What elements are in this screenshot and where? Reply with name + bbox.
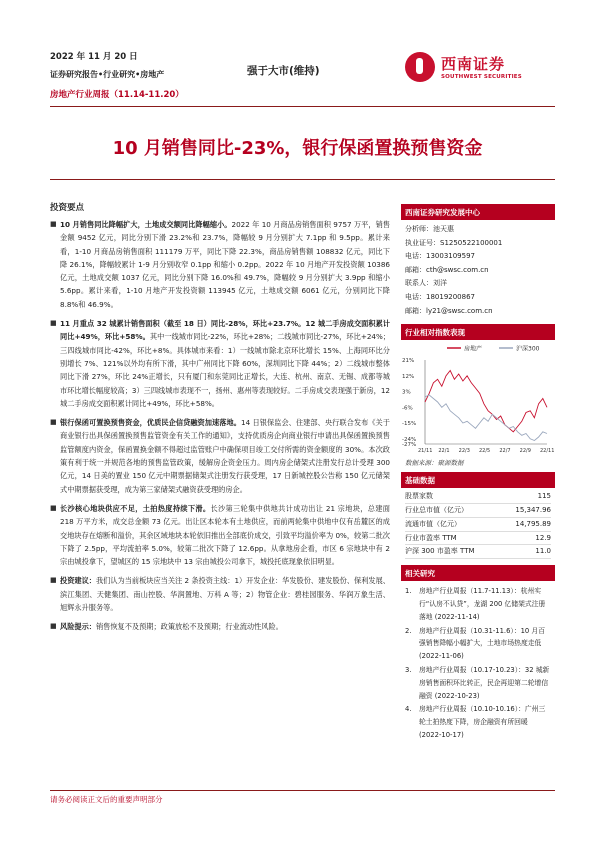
paragraph: [50, 502, 390, 568]
row-label: 流通市值（亿元）: [405, 519, 461, 528]
weekly-title: 房地产行业周报（11.14-11.20）: [50, 90, 184, 100]
bullet-icon: ■: [50, 418, 57, 427]
analyst-line: 电话：13003109597: [405, 252, 475, 261]
list-item[interactable]: [405, 585, 551, 623]
paragraph: [50, 218, 390, 311]
table-row: [405, 504, 551, 518]
paragraph-body: 销售恢复不及预期；政策放松不及预期；行业流动性风险。: [95, 622, 283, 632]
row-value: 115: [537, 492, 551, 501]
bullet-icon: ■: [50, 319, 57, 328]
y-tick-label: 12%: [402, 373, 415, 380]
row-label: 行业总市值（亿元）: [405, 505, 468, 514]
company-logo: [405, 50, 555, 92]
row-label: 股票家数: [405, 492, 433, 501]
paragraph: [50, 416, 390, 496]
relative-index-chart: [401, 340, 555, 460]
table-row: [405, 518, 551, 532]
series-line: [425, 395, 547, 441]
chart-source: 数据来源：聚源数据: [405, 459, 464, 468]
x-tick-label: 22/9: [519, 448, 531, 455]
row-value: 11.0: [535, 547, 551, 556]
table-row: [405, 490, 551, 504]
chart-container: [401, 340, 555, 472]
analyst-line: 联系人：刘洋: [405, 279, 447, 288]
list-item[interactable]: [405, 625, 551, 663]
basic-data-title: 基础数据: [401, 472, 555, 488]
bullet-icon: ■: [50, 220, 57, 228]
y-tick-label: -27%: [402, 442, 417, 449]
item-text: 房地产行业周报（11.7-11.13）：杭州实行“认房不认贷”，龙湖 200 亿储架式注册落地 (2022-11-14): [419, 587, 546, 621]
row-label: 行业市盈率 TTM: [405, 533, 457, 542]
footer-disclaimer: 请务必阅读正文后的重要声明部分: [50, 795, 163, 804]
section-heading: 投资要点: [50, 203, 85, 213]
paragraph: [50, 317, 390, 410]
table-row: [405, 532, 551, 546]
paragraph-lead: 11 月重点 32 城累计销售面积（截至 18 日）同比-28%，环比+23.7%。12 城二手房成交面积累计同比+49%，环比+58%。: [60, 319, 390, 342]
list-item[interactable]: [405, 703, 551, 741]
paragraph-lead: 长沙核心地块供应不足，土拍热度持续下滑。: [60, 503, 211, 513]
paragraph-body: 长沙第三轮集中供地共计成功出让 21 宗地块，总建面 218 万平方米，成交总金额 73 亿元。出让区本轮本有土地供应，而前两轮集中供地中仅有岳麓区的成交地块存在熔断和溢价，其余区域地块本轮依旧推出全部底价成交，引致平均溢价率为 0%，较第二批次下降了 2.5pp，平均流拍率 5.0%，较第二批次下降了 12.6pp。从拿地房企看，市区 6 宗地块中有 2 宗由城投拿下，望城区的 15 宗地块中 13 宗由城投公司拿下，城投托底现象依旧明显。: [60, 503, 390, 567]
paragraph-lead: 10 月销售同比降幅扩大，土地成交额同比降幅缩小。: [60, 220, 232, 229]
item-text: 房地产行业周报（10.10-10.16）：广州三轮土拍热度下降，房企融资有所回暖 (2022-10-17): [419, 705, 546, 739]
rating: 强于大市(维持): [247, 65, 320, 77]
row-value: 15,347.96: [515, 505, 551, 514]
y-tick-label: -24%: [402, 436, 417, 443]
title-divider: [50, 179, 555, 180]
y-tick-label: 3%: [402, 389, 411, 396]
analyst-line: 邮箱：ly21@swsc.com.cn: [405, 306, 493, 315]
paragraph-lead: 银行保函可置换预售资金，优质民企信贷融资加速落地。: [60, 418, 241, 428]
x-tick-label: 22/5: [479, 448, 491, 455]
y-tick-label: -15%: [402, 421, 417, 428]
logo-emblem-icon: [405, 52, 435, 82]
team-title: 西南证券研究发展中心: [401, 204, 555, 220]
main-content: [50, 218, 390, 640]
paragraph-body: 其中一线城市同比-22%，环比+28%；二线城市同比-27%，环比+24%；三四线城市同比-42%，环比+8%。具体城市来看：1）一线城市除北京环比增长 15%、上海同环比分别增长 7%、121%以外均有所下滑，其中广州同比下降 60%，深圳同比下降 44%；2）二线城市整体同比下滑 27%，环比 24%正增长，只有厦门和东莞同比正增长，大连、杭州、南京、无锡、成都等城市环比增长幅度较高；3）三四线城市表现不一，扬州、惠州等表现较好。二手房成交表现强于新房，12 城二手房成交面积累计同比+49%，环比+58%。: [60, 332, 391, 408]
item-text: 房地产行业周报（10.31-11.6）：10 月百强销售降幅小幅扩大，土地市场热度走低 (2022-11-06): [419, 626, 546, 661]
y-tick-label: -6%: [402, 405, 413, 412]
related-research-title: 相关研究: [401, 565, 555, 581]
paragraph-body: 14 日银保监会、住建部、央行联合发布《关于商业银行出具保函置换预售监管资金有关工作的通知》，支持优质房企向商业银行申请出具保函置换预售监管额度内资金，保函置换金额不得超过监管账户中确保项目竣工交付所需的资金额度的 30%。本次政策有利于统一并规范各地的预售监管政策，缓解房企资金压力。周内房企储架式注册发行总计受理 300 亿元，14 日美的置业 150 亿元中期票据储架式注册发行获受理，17 日新城控股公告称 150 亿元储架式中期票据获受理，成为第三家储架式融资获受理的房企。: [60, 418, 390, 494]
analyst-line: 分析师：池天惠: [405, 225, 454, 233]
x-tick-label: 21/11: [418, 448, 433, 455]
analyst-line: 邮箱：cth@swsc.com.cn: [405, 265, 489, 274]
x-tick-label: 22/3: [458, 448, 470, 455]
paragraph: [50, 574, 390, 614]
row-label: 沪深 300 市盈率 TTM: [405, 547, 475, 556]
item-number: 4.: [405, 705, 412, 714]
logo-en-text: SOUTHWEST SECURITIES: [441, 74, 522, 80]
legend-label: 房地产: [464, 345, 483, 353]
logo-cn-text: 西南证券: [441, 55, 506, 73]
series-line: [425, 371, 547, 432]
x-tick-label: 22/11: [540, 448, 555, 455]
paragraph: [50, 620, 390, 633]
analyst-info: [401, 220, 555, 324]
bullet-icon: ■: [50, 503, 57, 512]
bullet-icon: ■: [50, 622, 57, 631]
footer-divider: [50, 790, 555, 791]
item-number: 2.: [405, 626, 412, 635]
x-tick-label: 22/1: [438, 448, 450, 455]
analyst-line: 电话：18019200867: [405, 292, 475, 301]
report-type: 证券研究报告•行业研究•房地产: [50, 70, 165, 79]
header-divider: [50, 106, 555, 107]
row-value: 12.9: [535, 533, 551, 542]
row-value: 14,795.89: [515, 519, 551, 528]
table-row: [405, 545, 551, 559]
legend-label: 沪深300: [516, 345, 540, 353]
item-text: 房地产行业周报（10.17-10.23）：32 城新房销售面积环比转正，民企再迎第二轮增信融资 (2022-10-23): [419, 665, 550, 700]
x-tick-label: 22/7: [499, 448, 511, 455]
list-item[interactable]: [405, 664, 551, 702]
report-date: 2022 年 11 月 20 日: [50, 52, 138, 62]
paragraph-lead: 投资建议：: [60, 576, 96, 586]
chart-title: 行业相对指数表现: [401, 324, 555, 340]
y-tick-label: 21%: [402, 358, 415, 365]
paragraph-body: 我们认为当前板块应当关注 2 条投资主线：1）开发企业：华发股份、建发股份、保利发展、滨江集团、天健集团、南山控股、华润置地、万科 A 等；2）物管企业：碧桂园服务、华润万象生活、旭辉永升服务等。: [60, 576, 390, 613]
paragraph-lead: 风险提示：: [60, 622, 96, 632]
related-research-list: [401, 581, 555, 742]
basic-data-table: [401, 488, 555, 565]
report-title: 10 月销售同比-23%，银行保函置换预售资金: [112, 138, 483, 159]
analyst-line: 执业证号：S1250522100001: [405, 238, 503, 247]
sidebar: [401, 204, 555, 743]
item-number: 3.: [405, 665, 412, 674]
paragraph-body: 2022 年 10 月商品房销售面积 9757 万平，销售金额 9452 亿元，同比分别下滑 23.2%和 23.7%，降幅较 9 月分别扩大 7.1pp 和 9.5pp。累计来看，1-10 月商品房销售面积 111179 万平，同比下降 22.3%，商品房销售额 108832 亿元，同比下降 26.1%，降幅较累计 1-9 月分别收窄 0.1pp 和缩小 0.2pp。2022 年 10 月地产开发投资额 10386 亿元，土地成交额 1037 亿元，同比分别下降 16.0%和 49.7%，降幅较 9 月分别扩大 3.9pp 和缩小 5.6pp。累计来看，1-10 月地产开发投资额 113945 亿元，土地成交额 6061 亿元，分别同比下降 8.8%和 46.9%。: [60, 220, 391, 309]
bullet-icon: ■: [50, 576, 57, 585]
item-number: 1.: [405, 587, 412, 596]
